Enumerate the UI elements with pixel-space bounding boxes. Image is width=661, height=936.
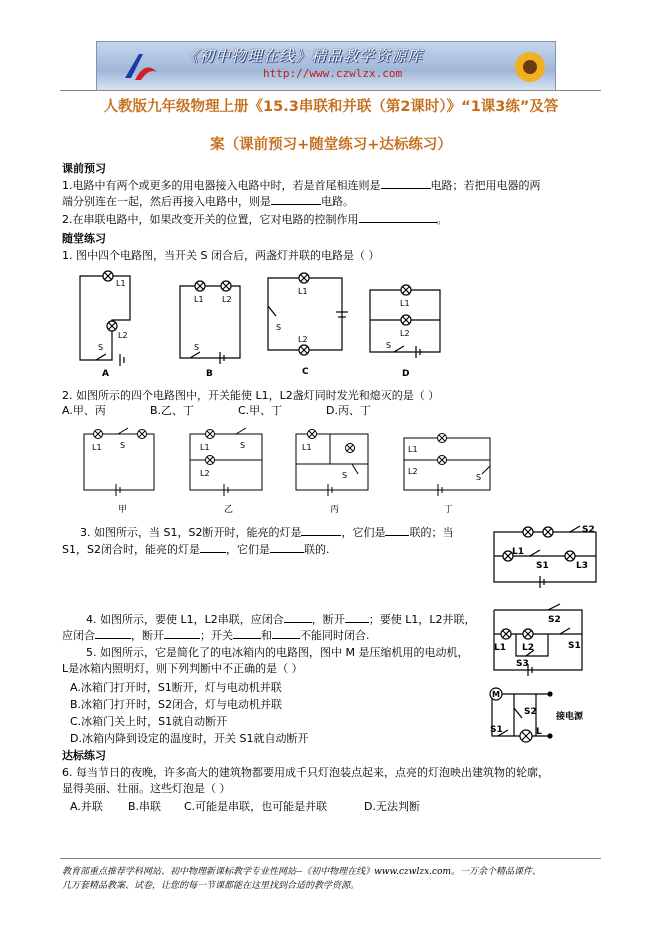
q1a-s: S <box>98 343 104 352</box>
q3-s1-label: S1 <box>536 561 549 571</box>
q2a-s: S <box>120 441 126 450</box>
q1c-l2: L2 <box>298 335 308 344</box>
q3-line1: 3. 如图所示，当 S1，S2断开时，能亮的灯是 ，它们是 联的；当 <box>80 526 454 539</box>
q6-line2: 显得美丽、壮丽。这些灯泡是（ ） <box>62 782 231 795</box>
preview-q2: 2.在串联电路中，如果改变开关的位置，它对电路的控制作用 。 <box>62 213 448 226</box>
footer <box>62 865 541 893</box>
banner-title: 《初中物理在线》精品教学资源库 <box>183 47 424 65</box>
header-banner <box>96 41 556 91</box>
preview-q1-line1: 1.电路中有两个或更多的用电器接入电路中时，若是首尾相连则是 电路；若把用电器的两 <box>62 179 541 192</box>
q2d-l1: L1 <box>408 445 418 454</box>
q4-s2-label: S2 <box>548 615 561 625</box>
q2b-s: S <box>240 441 246 450</box>
q1a-l1: L1 <box>116 279 126 288</box>
q2-option-a: A.甲、丙 <box>62 404 106 417</box>
q2-option-b: B.乙、丁 <box>150 404 195 417</box>
q6-option-b: B.串联 <box>128 800 162 813</box>
q6-line1: 6. 每当节日的夜晚，许多高大的建筑物都要用成千只灯泡装点起来，点亮的灯泡映出建筑物的轮廓， <box>62 766 549 779</box>
q4-line1: 4. 如图所示，要使 L1，L2串联，应闭合 ，断开 ；要使 L1，L2并联， <box>86 613 476 626</box>
q3-circuit-figure <box>488 520 602 590</box>
page-title: 人教版九年级物理上册《15.3串联和并联（第2课时）》“1课3练”及答 <box>103 99 559 115</box>
q6-option-c: C.可能是串联，也可能是并联 <box>184 800 328 813</box>
banner-url[interactable]: http://www.czwlzx.com <box>263 67 403 80</box>
q2b-l2: L2 <box>200 469 210 478</box>
q2-label-ding: 丁 <box>444 505 454 515</box>
q2-option-c: C.甲、丁 <box>238 404 283 417</box>
q5-s1-label: S1 <box>490 725 503 735</box>
footer-line2: 几万套精品教案、试卷，让您的每一节课都能在这里找到合适的教学资源。 <box>62 881 360 891</box>
q3-l3-label: L3 <box>576 561 588 571</box>
q1-label-d: D <box>402 369 410 379</box>
q2-text: 2. 如图所示的四个电路图中，开关能使 L1，L2盏灯同时发光和熄灭的是（ ） <box>62 389 440 402</box>
q1c-l1: L1 <box>298 287 308 296</box>
q1-circuit-figures <box>72 268 452 380</box>
q2a-l1: L1 <box>92 443 102 452</box>
q5-m-label: M <box>492 690 500 699</box>
sunflower-icon <box>513 50 547 84</box>
q5-option-d: D.冰箱内降到设定的温度时，开关 S1就自动断开 <box>70 732 309 745</box>
q3-s2-label: S2 <box>582 525 595 535</box>
q1b-l2: L2 <box>222 295 232 304</box>
q2-options <box>62 404 371 418</box>
q5-circuit-figure <box>484 682 606 746</box>
q1-label-b: B <box>206 369 213 379</box>
q5-power-label: 接电源 <box>556 712 584 722</box>
q4-s1-label: S1 <box>568 641 581 651</box>
q1b-s: S <box>194 343 200 352</box>
section-practice: 随堂练习 <box>62 232 106 245</box>
q1-label-a: A <box>102 369 109 379</box>
q1a-l2: L2 <box>118 331 128 340</box>
q2-option-d: D.丙、丁 <box>326 404 371 417</box>
q3-line2: S1，S2闭合时，能亮的灯是 ，它们是 联的. <box>62 543 330 556</box>
q2-label-yi: 乙 <box>224 505 234 515</box>
q2c-s: S <box>342 471 348 480</box>
q3-l1-label: L1 <box>512 547 524 557</box>
q5-option-a: A.冰箱门打开时，S1断开，灯与电动机并联 <box>70 681 282 694</box>
q5-l-label: L <box>536 727 542 737</box>
preview-q1-line2: 端分别连在一起，然后再接入电路中，则是 电路。 <box>62 195 354 208</box>
q6-option-d: D.无法判断 <box>364 800 420 813</box>
q1-label-c: C <box>302 367 309 377</box>
q4-line2: 应闭合 ，断开 ；开关 和 不能同时闭合. <box>62 629 370 642</box>
q2-circuit-figures <box>78 424 508 514</box>
section-preview: 课前预习 <box>62 162 106 175</box>
q1d-l2: L2 <box>400 329 410 338</box>
q1d-s: S <box>386 341 392 350</box>
footer-line1: 教育部重点推荐学科网站、初中物理新课标教学专业性网站--《初中物理在线》www.czwlzx.com。一万余个精品课件、 <box>62 867 542 877</box>
q2b-l1: L1 <box>200 443 210 452</box>
footer-divider <box>60 858 601 859</box>
q6-options <box>70 800 420 814</box>
q4-l2-label: L2 <box>522 643 534 653</box>
header-divider <box>60 90 601 91</box>
q4-s3-label: S3 <box>516 659 529 669</box>
q1b-l1: L1 <box>194 295 204 304</box>
q6-option-a: A.并联 <box>70 800 103 813</box>
q2-label-jia: 甲 <box>118 505 128 515</box>
q5-s2-label: S2 <box>524 707 537 717</box>
q4-l1-label: L1 <box>494 643 506 653</box>
q4-circuit-figure <box>488 600 598 676</box>
q1d-l1: L1 <box>400 299 410 308</box>
page-subtitle: 案（课前预习+随堂练习+达标练习） <box>210 137 452 153</box>
q1c-s: S <box>276 323 282 332</box>
q2-label-bing: 丙 <box>330 505 340 515</box>
q5-line1: 5. 如图所示，它是简化了的电冰箱内的电路图，图中 M 是压缩机用的电动机， <box>86 646 469 659</box>
q2d-l2: L2 <box>408 467 418 476</box>
q5-line2: L是冰箱内照明灯，则下列判断中不正确的是（ ） <box>62 662 303 675</box>
q1-text: 1. 图中四个电路图，当开关 S 闭合后，两盏灯并联的电路是（ ） <box>62 249 380 262</box>
q5-option-b: B.冰箱门打开时，S2闭合，灯与电动机并联 <box>70 698 283 711</box>
section-standard: 达标练习 <box>62 749 106 762</box>
site-logo-icon <box>121 50 161 84</box>
q5-option-c: C.冰箱门关上时，S1就自动断开 <box>70 715 228 728</box>
q2d-s: S <box>476 473 482 482</box>
q2c-l1: L1 <box>302 443 312 452</box>
